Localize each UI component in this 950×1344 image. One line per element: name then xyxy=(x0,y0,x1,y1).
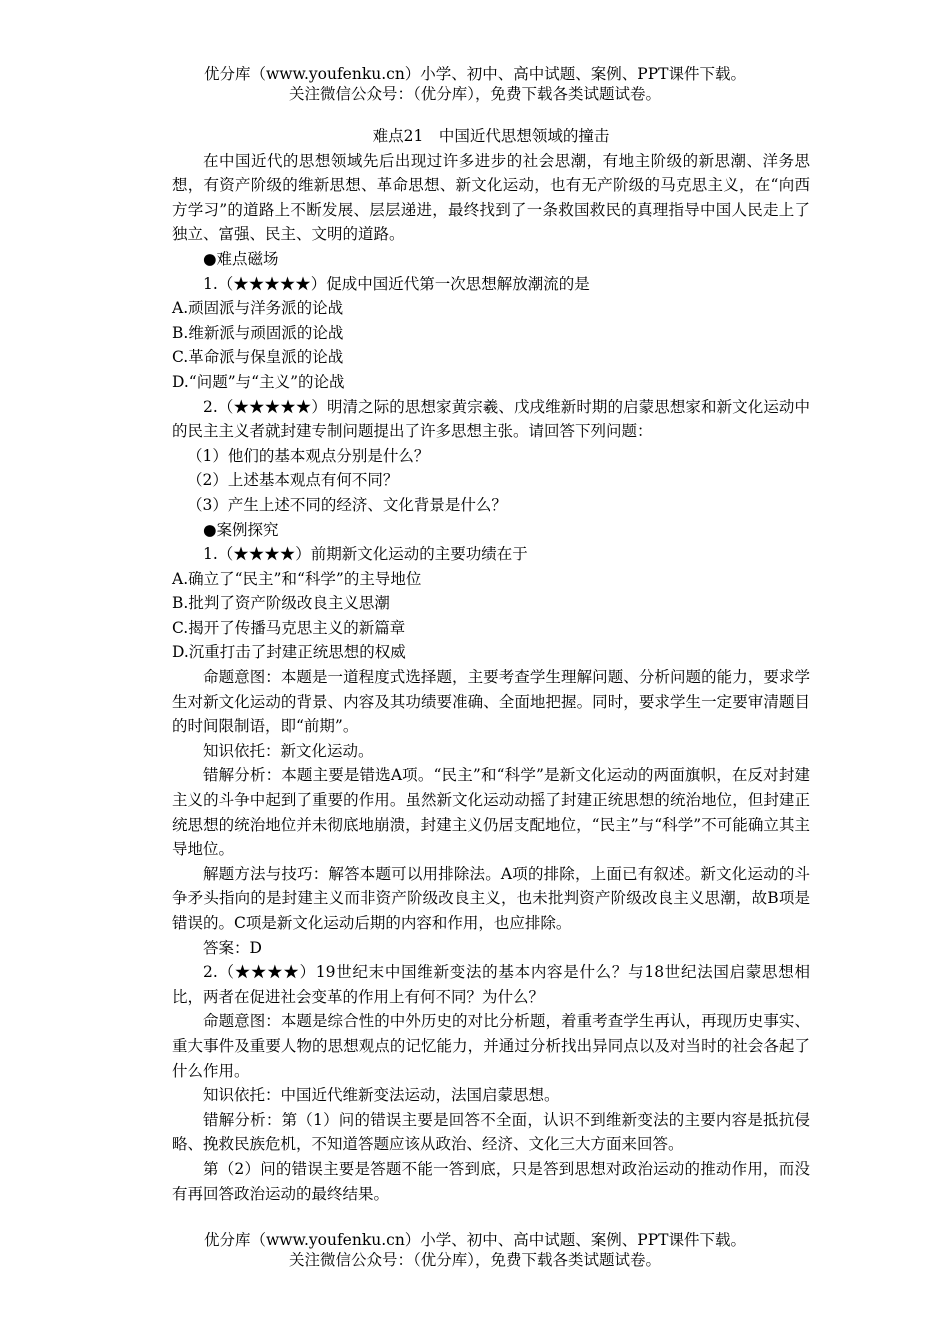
sub-question: （2）上述基本观点有何不同？ xyxy=(187,471,399,490)
section-heading-difficulty: ●难点磁场 xyxy=(203,249,279,268)
error-analysis: 错解分析：第（1）问的错误主要是回答不全面，认识不到维新变法的主要内容是抵抗侵略、挽救民族危机，不知道答题应该从政治、经济、文化三大方面来回答。 xyxy=(172,1110,810,1154)
option-b: B.维新派与顽固派的论战 xyxy=(172,323,344,342)
error-analysis-continued: 第（2）问的错误主要是答题不能一答到底，只是答到思想对政治运动的推动作用，而没有再回答政治运动的最终结果。 xyxy=(172,1159,810,1203)
question-stem: 2.（★★★★）19世纪末中国维新变法的基本内容是什么？与18世纪法国启蒙思想相比，两者在促进社会变革的作用上有何不同？为什么？ xyxy=(172,963,810,1006)
header-line-2: 关注微信公众号：（优分库），免费下载各类试题试卷。 xyxy=(288,85,661,103)
sub-question: （1）他们的基本观点分别是什么？ xyxy=(187,446,430,465)
option-b: B.批判了资产阶级改良主义思潮 xyxy=(172,594,390,613)
question-intent: 命题意图：本题是一道程度式选择题，主要考查学生理解问题、分析问题的能力，要求学生对新文化运动的背景、内容及其功绩要准确、全面地把握。同时，要求学生一定要审清题目的时间限制语，即“前期”。 xyxy=(172,668,810,736)
intro-paragraph: 在中国近代的思想领域先后出现过许多进步的社会思潮，有地主阶级的新思潮、洋务思想，有资产阶级的维新思想、革命思想、新文化运动，也有无产阶级的马克思主义，在“向西方学习”的道路上不断发展、层层递进，最终找到了一条救国救民的真理指导中国人民走上了独立、富强、民主、文明的道路。 xyxy=(172,151,810,244)
question-stem: 1.（★★★★）前期新文化运动的主要功绩在于 xyxy=(203,545,528,564)
question-stem: 1.（★★★★★）促成中国近代第一次思想解放潮流的是 xyxy=(203,274,590,293)
footer-line-2: 关注微信公众号：（优分库），免费下载各类试题试卷。 xyxy=(288,1251,661,1269)
knowledge-basis: 知识依托：新文化运动。 xyxy=(203,741,374,760)
option-c: C.革命派与保皇派的论战 xyxy=(172,348,344,367)
section-heading-case-study: ●案例探究 xyxy=(203,520,279,539)
error-analysis: 错解分析：本题主要是错选A项。“民主”和“科学”是新文化运动的两面旗帜，在反对封建主义的斗争中起到了重要的作用。虽然新文化运动动摇了封建正统思想的统治地位，但封建正统思想的统治地位并未彻底地崩溃，封建主义仍居支配地位，“民主”与“科学”不可能确立其主导地位。 xyxy=(172,766,810,859)
question-stem: 2.（★★★★★）明清之际的思想家黄宗羲、戊戌维新时期的启蒙思想家和新文化运动中的民主主义者就封建专制问题提出了许多思想主张。请回答下列问题： xyxy=(172,397,810,441)
page-title: 难点21 中国近代思想领域的撞击 xyxy=(372,127,610,145)
option-d: D.“问题”与“主义”的论战 xyxy=(172,372,345,391)
option-a: A.顽固派与洋务派的论战 xyxy=(172,299,344,318)
sub-question: （3）产生上述不同的经济、文化背景是什么？ xyxy=(187,495,507,514)
knowledge-basis: 知识依托：中国近代维新变法运动，法国启蒙思想。 xyxy=(203,1086,560,1105)
header-line-1: 优分库（www.youfenku.cn）小学、初中、高中试题、案例、PPT课件下载。 xyxy=(203,65,747,83)
option-a: A.确立了“民主”和“科学”的主导地位 xyxy=(172,569,422,588)
option-c: C.揭开了传播马克思主义的新篇章 xyxy=(172,618,406,637)
footer-line-1: 优分库（www.youfenku.cn）小学、初中、高中试题、案例、PPT课件下载。 xyxy=(203,1231,747,1249)
option-d: D.沉重打击了封建正统思想的权威 xyxy=(172,643,406,662)
solution-method: 解题方法与技巧：解答本题可以用排除法。A项的排除，上面已有叙述。新文化运动的斗争矛头指向的是封建主义而非资产阶级改良主义，也未批判资产阶级改良主义思潮，故B项是错误的。C项是新文化运动后期的内容和作用，也应排除。 xyxy=(172,864,810,932)
question-intent: 命题意图：本题是综合性的中外历史的对比分析题，着重考查学生再认，再现历史事实、重大事件及重要人物的思想观点的记忆能力，并通过分析找出异同点以及对当时的社会各起了什么作用。 xyxy=(172,1012,810,1080)
answer: 答案：D xyxy=(203,938,262,957)
document-body xyxy=(172,124,810,1206)
